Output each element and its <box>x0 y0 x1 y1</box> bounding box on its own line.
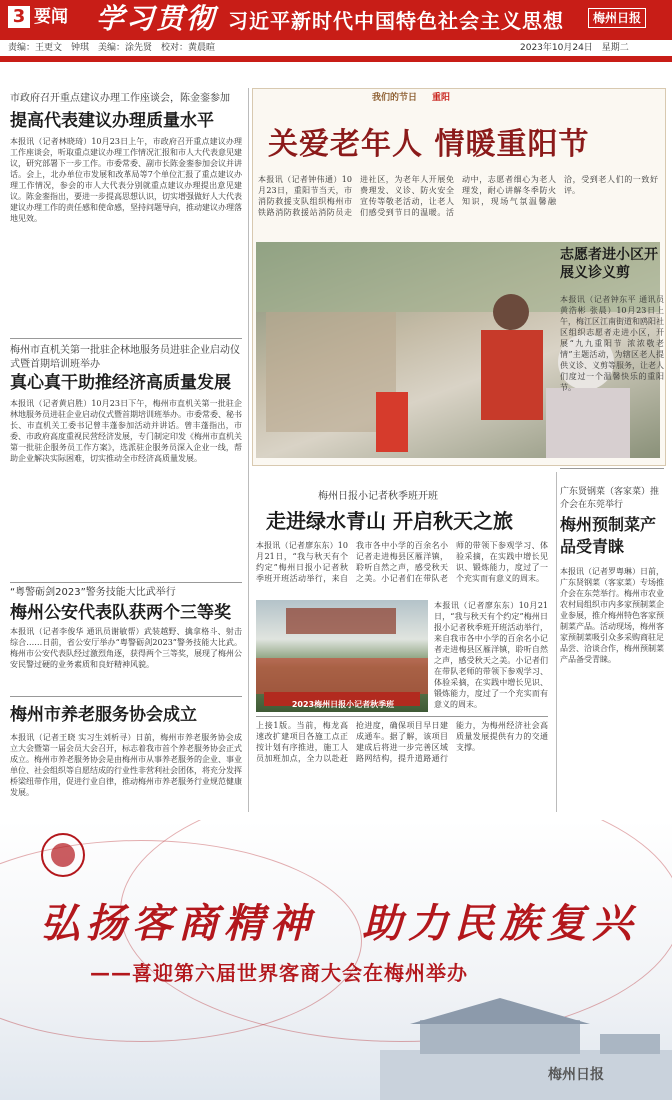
article-body-continued: 本报讯（记者廖东东）10月21日，“我与秋天有个约定”梅州日报小记者秋季班开班活动举行，来自我市各中小学的百余名小记者走进梅县区雁洋镇，聆听自然之声，感受秋天之美。小记者们在带队老师的带领下参观学习、体验采摘，在实践中增长见识、锻炼能力，度过了一个充实而有意义的周末。 <box>434 601 548 709</box>
article-body: 本报讯（记者廖东东）10月21日，“我与秋天有个约定”梅州日报小记者秋季班开班活动举行，来自我市各中小学的百余名小记者走进梅县区雁洋镇，聆听自然之声，感受秋天之美。小记者们在带队老师的带领下参观学习、体验采摘，在实践中增长见识、锻炼能力，度过了一个充实而有意义的周末。 <box>256 541 548 583</box>
column-tag: 我们的节日 <box>372 93 418 103</box>
article-body: 本报讯（记者罗粤琳）日前，广东贤钢菜（客家菜）专场推介会在东莞举行。梅州市农业农村局组织市内多家预制菜企业参展，推介梅州特色客家预制菜产品。活动现场，梅州客家预制菜吸引众多采购商驻足品尝、洽谈合作，梅州预制菜产品备受青睐。 <box>560 567 664 664</box>
article-title: 提高代表建议办理质量水平 <box>10 111 214 131</box>
article-kicker: 梅州日报小记者秋季班开班 <box>318 491 438 502</box>
article-title: 梅州预制菜产品受青睐 <box>560 515 657 556</box>
article-body: 本报讯（记者李俊华 通讯员谢敏帮）武装越野、擒拿格斗、射击综合……日前，省公安厅举办“粤警砺剑2023”警务技能大比武。梅州市公安代表队经过激烈角逐，获得两个三等奖，展现了梅州公安民警过硬的业务素质和良好精神风貌。 <box>10 627 242 669</box>
article-body: 上接1版。当前，梅龙高速改扩建项目各施工点正按计划有序推进，施工人员加班加点，全力以赴赶抢进度，确保项目早日建成通车。据了解，该项目建成后将进一步完善区域路网结构，提升道路通行能力，为梅州经济社会高质量发展提供有力的交通支撑。 <box>256 721 548 763</box>
column-tag-festival: 重阳 <box>432 93 451 103</box>
photo-banner-text: 2023梅州日报小记者秋季班 <box>291 700 395 709</box>
column-divider <box>556 472 557 812</box>
article-title: 志愿者进小区开展义诊义剪 <box>560 247 658 281</box>
section-name: 要闻 <box>34 7 68 27</box>
issue-date: 2023年10月24日 星期二 <box>520 43 629 53</box>
article-title: 梅州公安代表队获两个三等奖 <box>10 603 231 623</box>
article-kicker: 市政府召开重点建议办理工作座谈会，陈金銮参加 <box>10 93 230 104</box>
feature-title: 关爱老年人 情暖重阳节 <box>268 127 590 162</box>
column-divider <box>248 88 249 812</box>
column-subtitle: 习近平新时代中国特色社会主义思想 <box>228 9 564 33</box>
newspaper-logo: 梅州日报 <box>588 8 646 28</box>
article-body: 本报讯（记者黄启胜）10月23日下午，梅州市直机关第一批驻企林地服务员进驻企业启动仪式暨首期培训班举办。市委常委、秘书长、市直机关工委书记曾丰蓬参加活动并讲话。曾丰蓬指出，市委、市政府高度重视民营经济发展，专门制定印发《梅州市直机关第一批驻企服务员工作方案》，选派驻企服务员深入企业一线，帮助企业解决实际困难，切实推动全市经济高质量发展。 <box>10 399 242 463</box>
building-silhouette <box>380 990 672 1100</box>
article-title: 梅州市养老服务协会成立 <box>10 705 197 725</box>
page-number: 3 <box>8 6 30 28</box>
banner-slogan: 弘扬客商精神 助力民族复兴 <box>40 900 638 947</box>
article-body: 本报讯（记者林晓琦）10月23日上午，市政府召开重点建议办理工作座谈会，听取重点建议办理工作情况汇报和市人大代表意见建议，研究部署下一步工作。市委常委、副市长陈金銮参加会议并讲话。会上，北办单位市发展和改革局等7个单位汇报了重点建议办理工作情况，参会的市人大代表分别就重点建议办理提出意见建议。陈金銮指出，要进一步提高思想认识，切实增强做好人大代表建议办理工作的责任感和使命感，坚持问题导向，推动建议办理落地见效。 <box>10 137 242 223</box>
divider <box>10 582 242 583</box>
group-photo-illustration <box>256 600 428 712</box>
article-kicker: 广东贤钢菜（客家菜）推介会在东莞举行 <box>560 487 660 510</box>
editor-credits: 责编：王更文 钟琪 美编：涂先贤 校对：黄晨暄 <box>8 43 216 53</box>
emblem-icon <box>40 832 86 878</box>
article-kicker: “粤警砺剑2023”警务技能大比武举行 <box>10 587 176 598</box>
newspaper-logo: 梅州日报 <box>548 1067 604 1083</box>
column-title: 学习贯彻 <box>96 2 217 35</box>
article-title: 真心真干助推经济高质量发展 <box>10 373 231 393</box>
divider <box>560 468 664 469</box>
divider <box>10 696 242 697</box>
group-photo <box>256 600 428 712</box>
article-kicker: 梅州市直机关第一批驻企林地服务员进驻企业启动仪式暨首期培训班举办 <box>10 345 240 370</box>
banner-subtitle: ——喜迎第六届世界客商大会在梅州举办 <box>90 961 468 985</box>
divider <box>256 716 548 717</box>
article-body: 本报讯（记者王晓 实习生刘析寻）日前，梅州市养老服务协会成立大会暨第一届会员大会召开，标志着我市首个养老服务协会正式成立。梅州市养老服务协会是由梅州市从事养老服务的企业、事业单位、社会组织等自愿结成的行业性非营利社会团体，将充分发挥桥梁纽带作用，促进行业自律，推动梅州市养老服务行业规范健康发展。 <box>10 733 242 797</box>
divider <box>10 338 242 339</box>
article-body: 本报讯（记者钟东平 通讯员黄浩彬 张晨）10月23日上午，梅江区江南街道和鸥阳社区组织志愿者走进小区，开展“九九重阳节 浓浓敬老情”主题活动，为辖区老人提供义诊、义剪等服务，让老人们度过一个温馨快乐的重阳节。 <box>560 295 664 392</box>
header-rule <box>8 58 664 60</box>
feature-body: 本报讯（记者钟伟通）10月23日，重阳节当天，市消防救援支队组织梅州市铁路消防救援站消防员走进社区，为老年人开展免费理发、义诊、防火安全宣传等敬老活动，让老人们感受到节日的温暖。活动中，志愿者细心为老人理发，耐心讲解冬季防火知识，现场气氛温馨融洽，受到老人们的一致好评。 <box>258 175 658 217</box>
article-title: 走进绿水青山 开启秋天之旅 <box>266 509 513 533</box>
